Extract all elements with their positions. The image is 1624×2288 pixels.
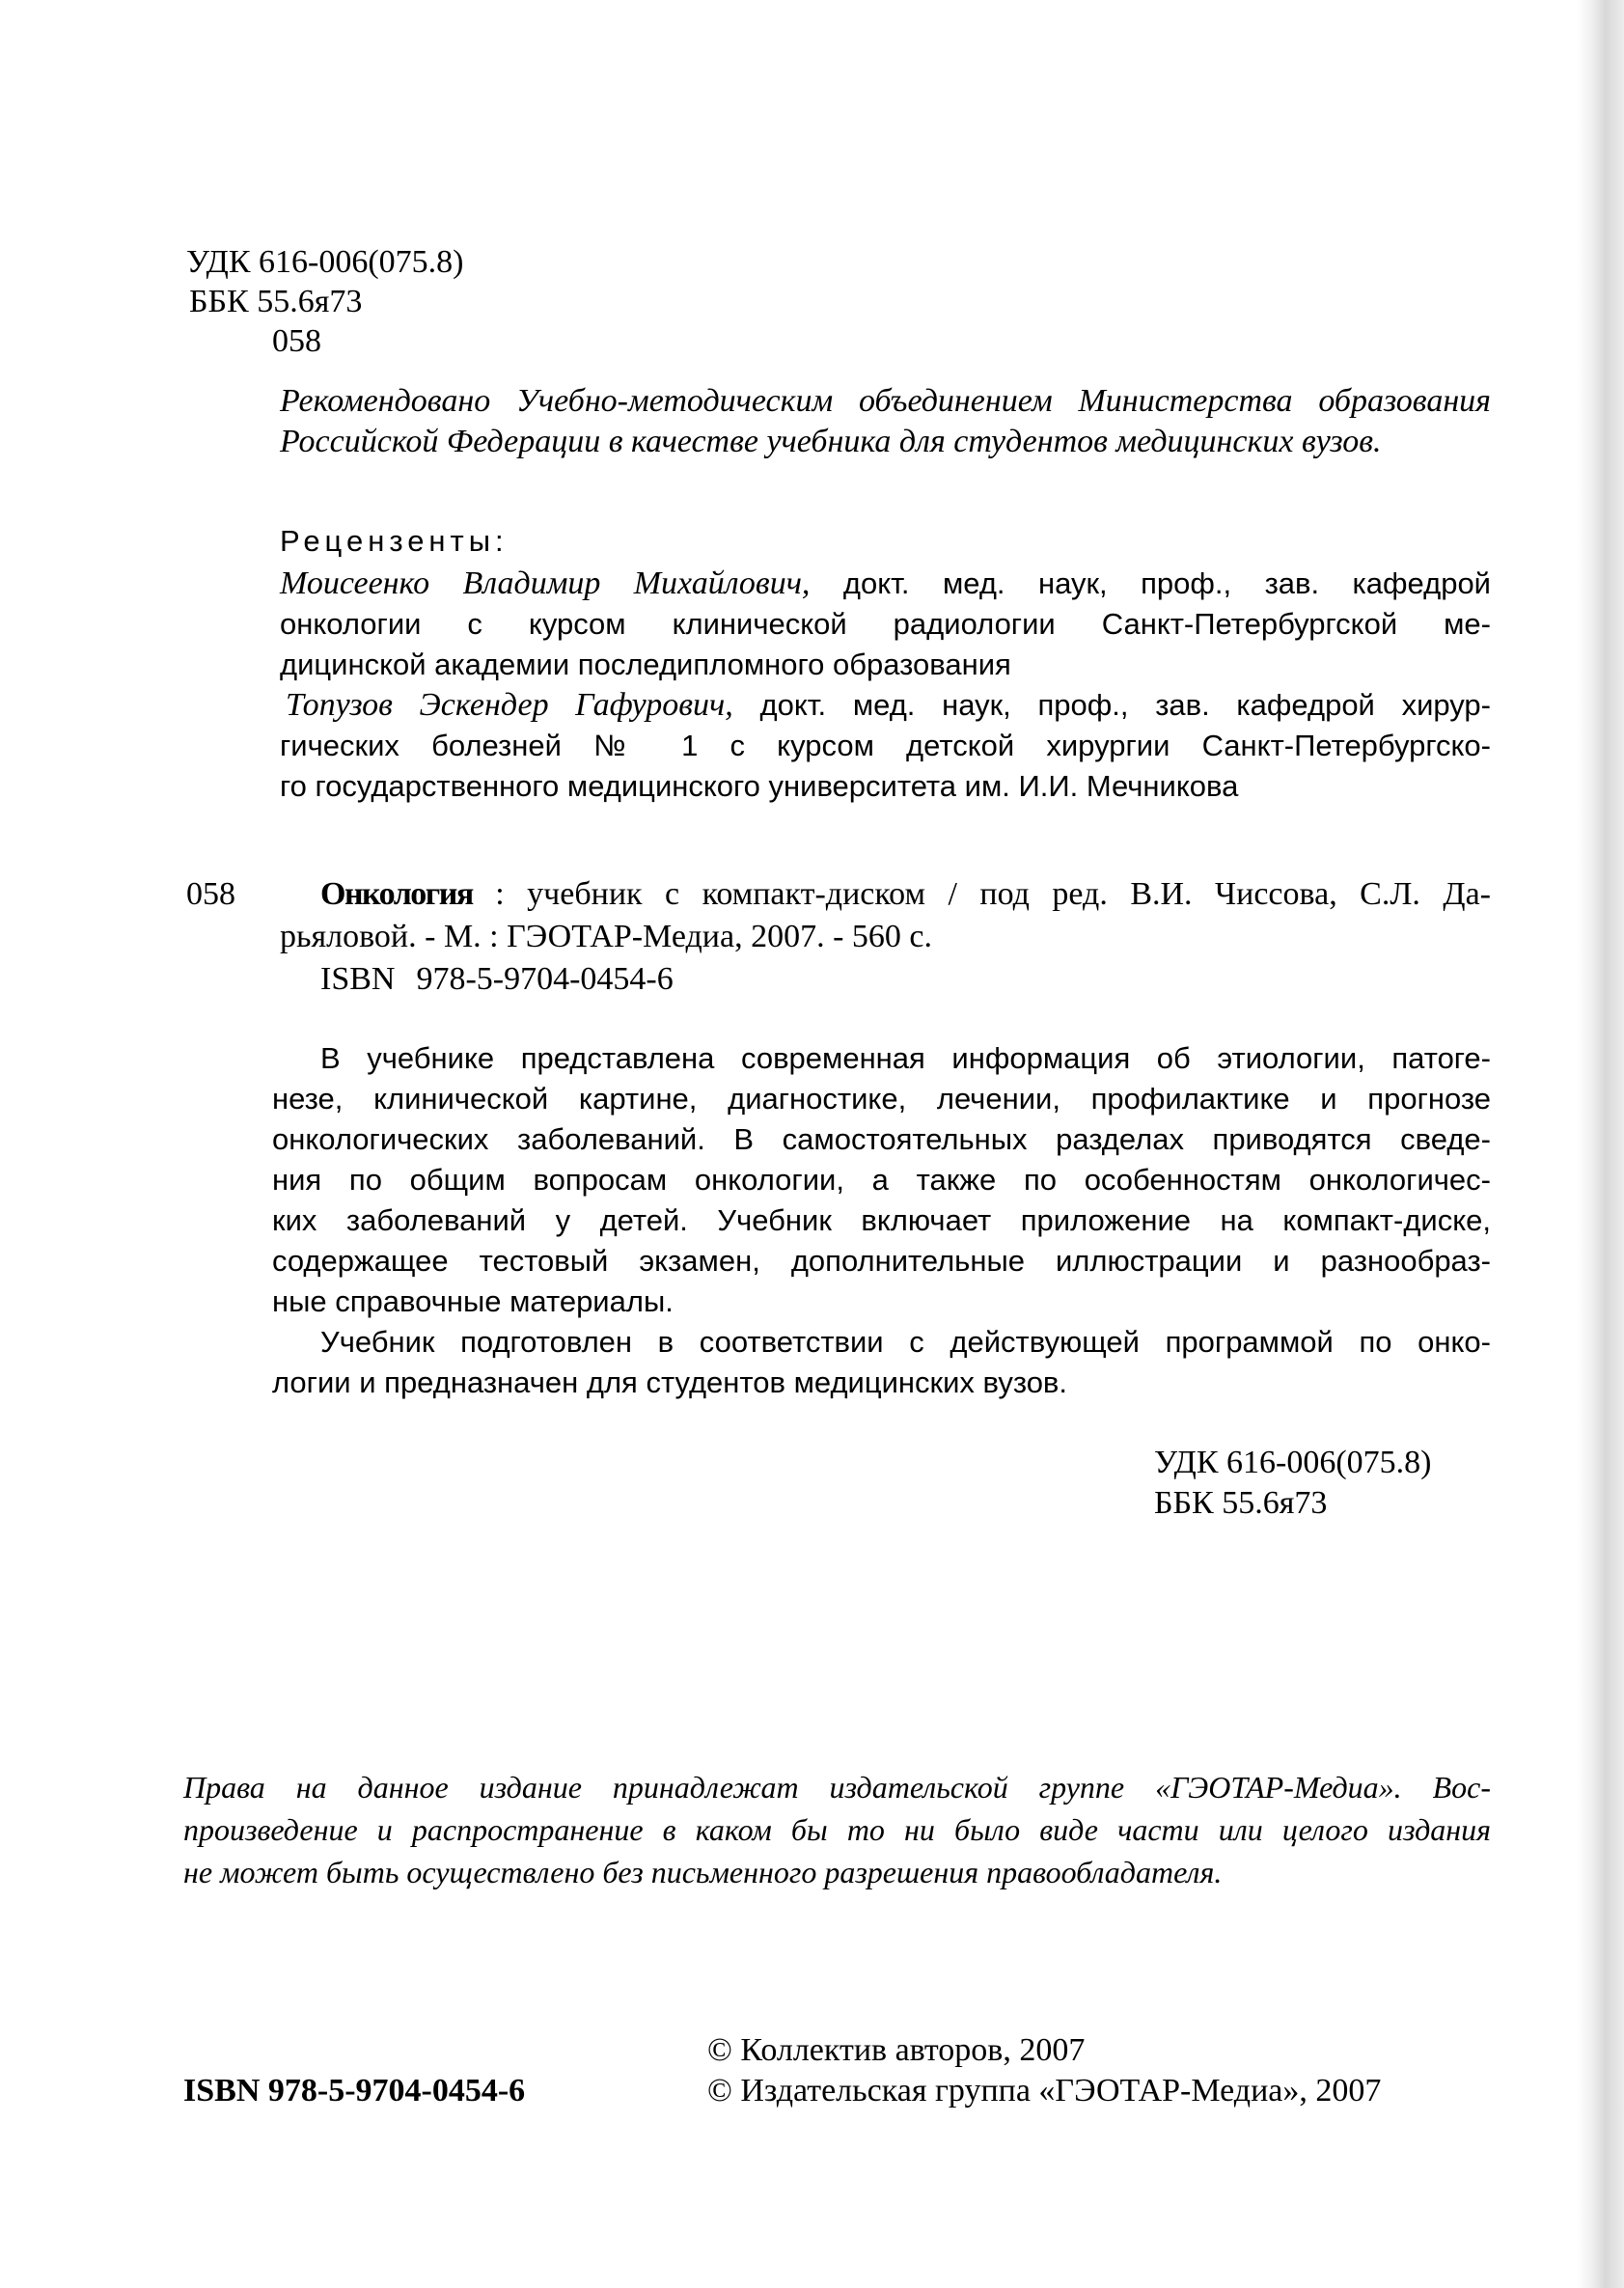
rights-line: произведение и распространение в каком бы то ни было виде части или целого издания <box>183 1812 1491 1847</box>
recommendation-line: Российской Федерации в качестве учебника для студентов медицинских вузов. <box>280 424 1382 459</box>
annotation-line: ния по общим вопросам онкологии, а также по особенностям онкологичес- <box>272 1163 1491 1197</box>
rights-line: не может быть осуществлено без письменного разрешения правообладателя. <box>183 1855 1223 1889</box>
reviewer-1-name: Моисеенко Владимир Михайлович, <box>280 565 811 601</box>
rights-line: Права на данное издание принадлежат издательской группе «ГЭОТАР-Медиа». Вос- <box>183 1770 1491 1805</box>
bib-description: : учебник с компакт-диском / под ред. В.И. Чиссова, С.Л. Да- <box>472 876 1491 912</box>
reviewer-2-affiliation: го государственного медицинского университета им. И.И. Мечникова <box>280 769 1239 803</box>
annotation-line: логии и предназначен для студентов медицинских вузов. <box>272 1365 1068 1399</box>
reviewers-heading: Рецензенты: <box>280 524 509 558</box>
annotation-line: содержащее тестовый экзамен, дополнительные иллюстрации и разнообраз- <box>272 1244 1491 1278</box>
footer-isbn: ISBN 978-5-9704-0454-6 <box>183 2073 526 2109</box>
udk-code: УДК 616-006(075.8) <box>186 244 464 280</box>
annotation-line: ные справочные материалы. <box>272 1284 674 1318</box>
bib-isbn-label: ISBN <box>320 961 396 997</box>
reviewer-2-name: Топузов Эскендер Гафурович, <box>286 687 733 723</box>
reviewer-2-credentials: докт. мед. наук, проф., зав. кафедрой хирур- <box>732 688 1492 722</box>
page-edge-shadow <box>1578 0 1624 2288</box>
reviewer-1-affiliation: онкологии с курсом клинической радиологии Санкт-Петербургской ме- <box>280 607 1491 641</box>
reviewer-1-line <box>280 564 1491 604</box>
annotation-line: В учебнике представлена современная информация об этиологии, патоге- <box>320 1041 1491 1075</box>
bib-line <box>320 874 1491 915</box>
recommendation-line: Рекомендовано Учебно-методическим объединением Министерства образования <box>280 383 1491 419</box>
bbk-code-repeat: ББК 55.6я73 <box>1154 1485 1328 1521</box>
bib-mark: 058 <box>186 876 235 912</box>
reviewer-2-affiliation: гических болезней № 1 с курсом детской хирургии Санкт-Петербургско- <box>280 729 1491 762</box>
udk-code-repeat: УДК 616-006(075.8) <box>1154 1445 1432 1480</box>
bib-isbn-value: 978-5-9704-0454-6 <box>416 961 674 997</box>
bib-isbn <box>320 959 674 1000</box>
annotation-line: Учебник подготовлен в соответствии с действующей программой по онко- <box>320 1325 1491 1359</box>
annotation-line: ких заболеваний у детей. Учебник включает приложение на компакт-диске, <box>272 1203 1491 1237</box>
book-title: Онкология <box>320 876 473 912</box>
reviewer-1-affiliation: дицинской академии последипломного образования <box>280 648 1011 681</box>
annotation-line: онкологических заболеваний. В самостоятельных разделах приводятся сведе- <box>272 1122 1491 1156</box>
bbk-code: ББК 55.6я73 <box>189 284 363 319</box>
reviewer-2-line <box>286 685 1491 726</box>
copyright-publisher: © Издательская группа «ГЭОТАР-Медиа», 2007 <box>707 2073 1382 2109</box>
copyright-authors: © Коллектив авторов, 2007 <box>707 2032 1086 2068</box>
bib-publisher: рьяловой. - М. : ГЭОТАР-Медиа, 2007. - 560 с. <box>280 919 932 954</box>
annotation-line: незе, клинической картине, диагностике, лечении, профилактике и прогнозе <box>272 1082 1491 1116</box>
author-mark: 058 <box>272 323 321 359</box>
reviewer-1-credentials: докт. мед. наук, проф., зав. кафедрой <box>810 566 1491 600</box>
